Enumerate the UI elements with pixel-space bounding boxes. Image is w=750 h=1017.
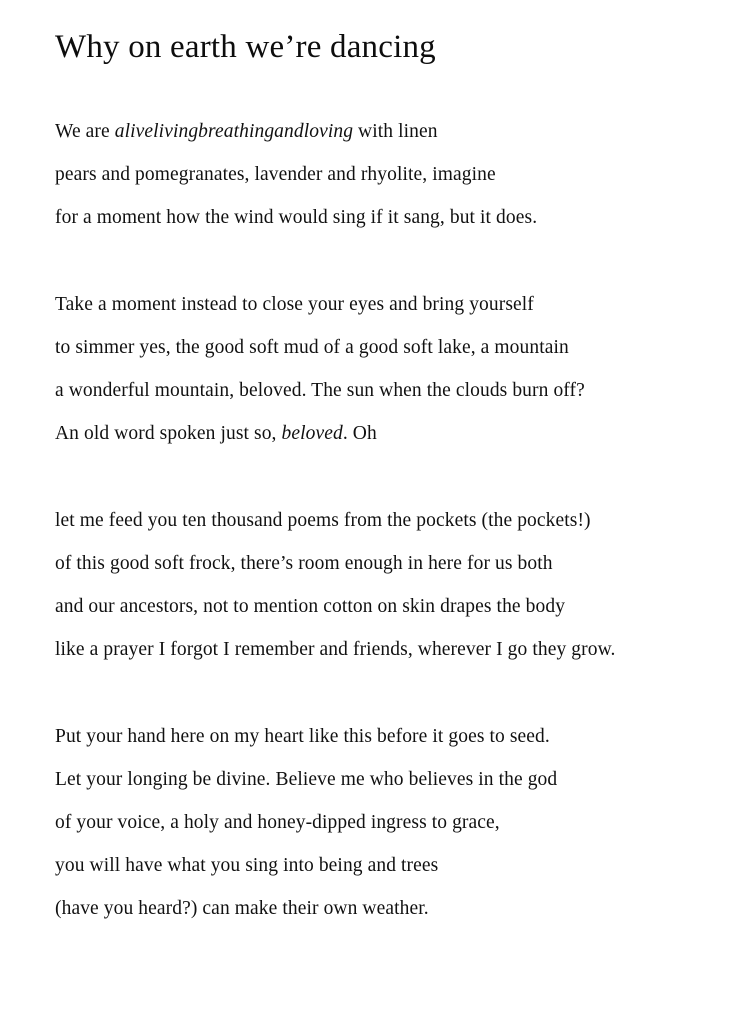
poem-line — [55, 283, 695, 326]
poem-line — [55, 844, 695, 887]
poem-segment: a wonderful mountain, beloved. The sun when the clouds burn off? — [55, 379, 585, 401]
poem-segment: for a moment how the wind would sing if it sang, but it does. — [55, 206, 538, 228]
poem-segment: of your voice, a holy and honey-dipped ingress to grace, — [55, 811, 500, 833]
poem-line — [55, 499, 695, 542]
stanza — [55, 283, 695, 455]
stanza — [55, 110, 695, 239]
poem-segment: Put your hand here on my heart like this before it goes to seed. — [55, 725, 550, 747]
poem-line — [55, 715, 695, 758]
poem-segment-italic: beloved — [281, 422, 343, 444]
poem-segment-italic: alivelivingbreathingandloving — [114, 120, 354, 142]
poem-segment: with linen — [353, 120, 438, 142]
poem-segment: to simmer yes, the good soft mud of a good soft lake, a mountain — [55, 336, 569, 358]
poem-segment: you will have what you sing into being and trees — [55, 854, 439, 876]
poem-line — [55, 887, 695, 930]
poem-line — [55, 110, 695, 153]
poem-line — [55, 326, 695, 369]
poem — [55, 110, 695, 930]
poem-segment: An old word spoken just so, — [55, 422, 282, 444]
poem-segment: . Oh — [342, 422, 377, 444]
poem-line — [55, 758, 695, 801]
poem-segment: Let your longing be divine. Believe me who believes in the god — [55, 768, 558, 790]
stanza — [55, 715, 695, 930]
poem-line — [55, 153, 695, 196]
poem-segment: Take a moment instead to close your eyes and bring yourself — [55, 293, 534, 315]
poem-line — [55, 369, 695, 412]
poem-title: Why on earth we’re dancing — [55, 29, 436, 65]
poem-line — [55, 585, 695, 628]
poem-line — [55, 196, 695, 239]
poem-segment: and our ancestors, not to mention cotton on skin drapes the body — [55, 595, 566, 617]
poem-segment: like a prayer I forgot I remember and friends, wherever I go they grow. — [55, 638, 616, 660]
poem-segment: We are — [55, 120, 115, 142]
poem-segment: (have you heard?) can make their own weather. — [55, 897, 429, 919]
stanza — [55, 499, 695, 671]
poem-segment: let me feed you ten thousand poems from the pockets (the pockets!) — [55, 509, 591, 531]
poem-segment: of this good soft frock, there’s room enough in here for us both — [55, 552, 553, 574]
poem-segment: pears and pomegranates, lavender and rhyolite, imagine — [55, 163, 496, 185]
poem-line — [55, 801, 695, 844]
poem-line — [55, 412, 695, 455]
poem-line — [55, 628, 695, 671]
poem-line — [55, 542, 695, 585]
